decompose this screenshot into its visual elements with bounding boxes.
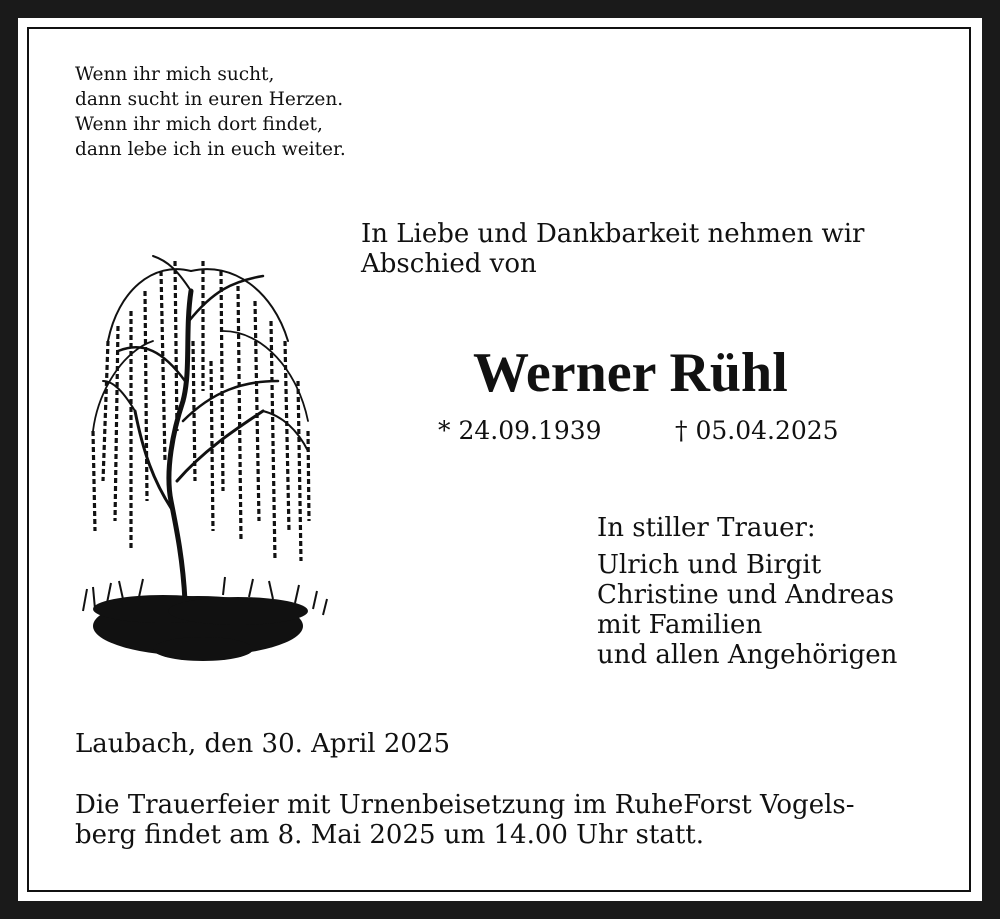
intro-line: Abschied von — [361, 249, 537, 279]
intro-line: In Liebe und Dankbarkeit nehmen wir — [361, 219, 865, 249]
poem-line: Wenn ihr mich dort findet, — [75, 114, 323, 135]
mourner-line: Ulrich und Birgit — [597, 550, 822, 580]
deceased-name: Werner Rühl — [473, 342, 788, 404]
mourners — [597, 513, 897, 670]
ceremony-info — [75, 790, 855, 850]
poem — [75, 62, 346, 162]
mourners-heading: In stiller Trauer: — [597, 513, 816, 543]
obituary-notice — [18, 18, 982, 901]
poem-line: dann lebe ich in euch weiter. — [75, 139, 346, 160]
death-date: † 05.04.2025 — [675, 416, 839, 445]
mourner-line: mit Familien — [597, 610, 763, 640]
ceremony-line: berg findet am 8. Mai 2025 um 14.00 Uhr statt. — [75, 820, 704, 850]
mourner-line: und allen Angehörigen — [597, 640, 898, 670]
poem-line: dann sucht in euren Herzen. — [75, 89, 344, 110]
place-date: Laubach, den 30. April 2025 — [75, 729, 451, 759]
intro-text — [361, 219, 864, 279]
mourner-line: Christine und Andreas — [597, 580, 895, 610]
poem-line: Wenn ihr mich sucht, — [75, 64, 275, 85]
birth-date: * 24.09.1939 — [438, 416, 602, 445]
weeping-willow-icon — [73, 231, 328, 666]
ceremony-line: Die Trauerfeier mit Urnenbeisetzung im RuheForst Vogels- — [75, 790, 855, 820]
